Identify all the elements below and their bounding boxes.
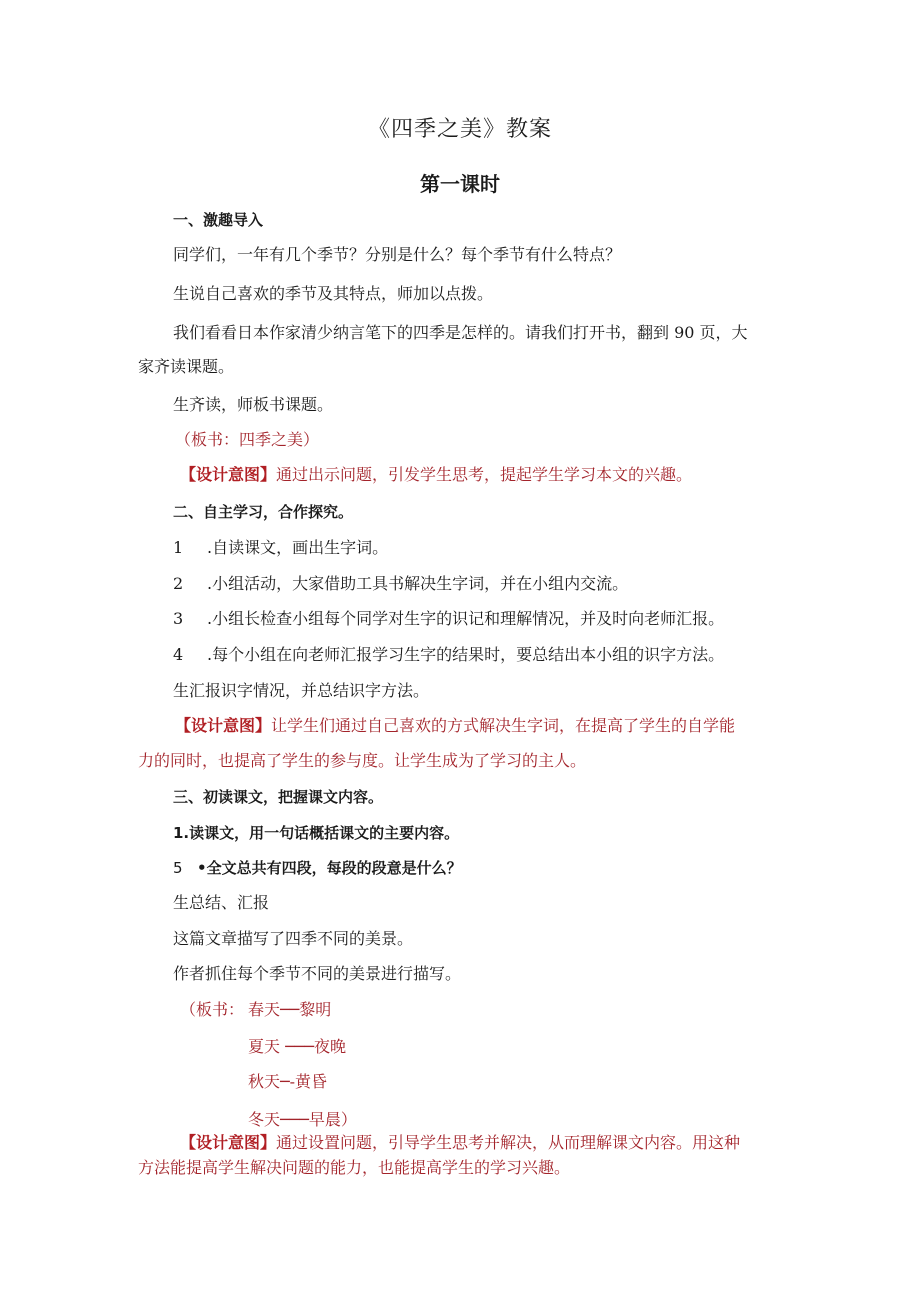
board-line-spring: 春天──黎明 [248, 1000, 332, 1019]
board-line-summer: 夏天 ───夜晚 [248, 1037, 346, 1056]
list-item-text: .自读课文，画出生字词。 [207, 538, 389, 557]
list-item [173, 609, 724, 629]
section2-summary: 生汇报识字情况，并总结识字方法。 [173, 681, 430, 700]
board-line-winter: 冬天───早晨） [248, 1110, 357, 1129]
section3-paragraph: 这篇文章描写了四季不同的美景。 [173, 929, 414, 948]
design-intent-text: 通过设置问题，引导学生思考并解决，从而理解课文内容。用这种 [276, 1133, 741, 1152]
section1-paragraph: 生说自己喜欢的季节及其特点，师加以点拨。 [173, 284, 494, 303]
section1-paragraph-cont: 家齐读课题。 [138, 357, 235, 376]
question-text: •全文总共有四段，每段的段意是什么？ [197, 859, 462, 877]
board-line-autumn: 秋天─-黄昏 [248, 1072, 328, 1091]
list-item-text: .小组长检查小组每个同学对生字的识记和理解情况，并及时向老师汇报。 [207, 609, 725, 628]
list-item-text: .小组活动，大家借助工具书解决生字词，并在小组内交流。 [207, 574, 629, 593]
design-intent-tag: 【设计意图】 [180, 465, 277, 484]
section1-paragraph: 我们看看日本作家清少纳言笔下的四季是怎样的。请我们打开书，翻到 90 页，大 [173, 323, 748, 342]
design-intent [175, 716, 735, 736]
list-item [173, 538, 388, 558]
page-title: 《四季之美》教案 [367, 117, 552, 142]
list-item [173, 574, 628, 594]
section1-paragraph: 生齐读，师板书课题。 [173, 395, 334, 414]
section1-paragraph: 同学们，一年有几个季节？分别是什么？每个季节有什么特点？ [173, 245, 622, 264]
list-item-number: 1 [173, 538, 184, 557]
design-intent [180, 465, 692, 485]
list-item-number: 3 [173, 609, 184, 628]
design-intent [180, 1133, 740, 1153]
design-intent-tag: 【设计意图】 [175, 716, 272, 735]
design-intent-tag: 【设计意图】 [180, 1133, 277, 1152]
section3-paragraph: 作者抓住每个季节不同的美景进行描写。 [173, 964, 462, 983]
page-subtitle: 第一课时 [420, 172, 500, 196]
section3-heading: 三、初读课文，把握课文内容。 [173, 788, 384, 806]
list-item-text: .每个小组在向老师汇报学习生字的结果时，要总结出本小组的识字方法。 [207, 645, 725, 664]
design-intent-text-cont: 力的同时，也提高了学生的参与度。让学生成为了学习的主人。 [138, 751, 587, 770]
question-number: 5 [173, 859, 183, 877]
board-prefix: （板书： [180, 1000, 245, 1019]
design-intent-text: 让学生们通过自己喜欢的方式解决生字词，在提高了学生的自学能 [271, 716, 736, 735]
question-1: 1.读课文，用一句话概括课文的主要内容。 [173, 824, 460, 842]
list-item-number: 2 [173, 574, 184, 593]
section2-heading: 二、自主学习，合作探究。 [173, 503, 354, 521]
question-2 [173, 858, 462, 878]
list-item [173, 645, 724, 665]
section1-heading: 一、激趣导入 [173, 211, 264, 229]
board-writing: （板书：四季之美） [175, 430, 320, 449]
list-item-number: 4 [173, 645, 184, 664]
design-intent-text: 通过出示问题，引发学生思考，提起学生学习本文的兴趣。 [276, 465, 693, 484]
design-intent-text-cont: 方法能提高学生解决问题的能力，也能提高学生的学习兴趣。 [138, 1158, 571, 1177]
section3-paragraph: 生总结、汇报 [173, 893, 270, 912]
